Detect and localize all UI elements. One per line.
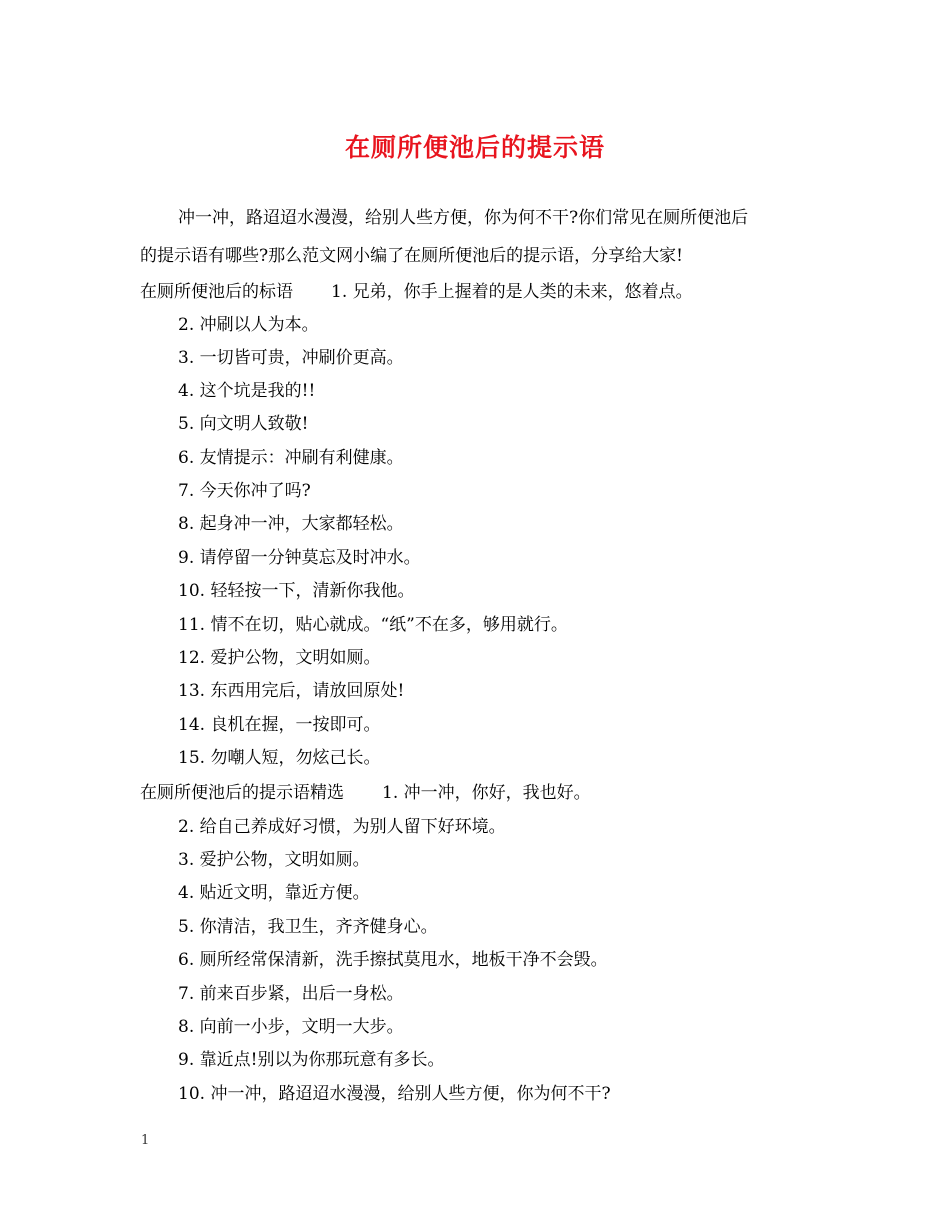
intro-line-2: 的提示语有哪些?那么范文网小编了在厕所便池后的提示语，分享给大家! (140, 246, 683, 266)
list-item: 13. 东西用完后，请放回原处! (178, 681, 405, 701)
list-item: 4. 这个坑是我的!! (178, 381, 316, 401)
list-item: 9. 请停留一分钟莫忘及时冲水。 (178, 548, 421, 568)
intro-line-1: 冲一冲，路迢迢水漫漫，给别人些方便，你为何不干?你们常见在厕所便池后 (178, 208, 749, 228)
list-item: 6. 友情提示：冲刷有利健康。 (178, 448, 404, 468)
list-item: 12. 爱护公物，文明如厕。 (178, 648, 381, 668)
list-item: 3. 一切皆可贵，冲刷价更高。 (178, 348, 404, 368)
list-item: 6. 厕所经常保清新，洗手擦拭莫甩水，地板干净不会毁。 (178, 950, 608, 970)
page-number: 1 (141, 1133, 150, 1148)
list-item: 2. 冲刷以人为本。 (178, 315, 319, 335)
list-item: 5. 向文明人致敬! (178, 414, 309, 434)
list-item: 9. 靠近点!别以为你那玩意有多长。 (178, 1050, 445, 1070)
list-item: 1. 兄弟，你手上握着的是人类的未来，悠着点。 (331, 282, 693, 302)
list-item: 5. 你清洁，我卫生，齐齐健身心。 (178, 917, 438, 937)
list-item: 14. 良机在握，一按即可。 (178, 715, 381, 735)
list-item: 10. 轻轻按一下，清新你我他。 (178, 581, 415, 601)
section-1-heading-row (140, 280, 693, 304)
list-item: 8. 向前一小步，文明一大步。 (178, 1017, 404, 1037)
list-item: 4. 贴近文明，靠近方便。 (178, 883, 370, 903)
section-2-heading: 在厕所便池后的提示语精选 (140, 783, 344, 803)
list-item: 8. 起身冲一冲，大家都轻松。 (178, 514, 404, 534)
list-item: 7. 今天你冲了吗? (178, 481, 311, 501)
list-item: 1. 冲一冲，你好，我也好。 (382, 783, 591, 803)
list-item: 7. 前来百步紧，出后一身松。 (178, 984, 404, 1004)
section-1-heading: 在厕所便池后的标语 (140, 282, 293, 302)
list-item: 2. 给自己养成好习惯，为别人留下好环境。 (178, 817, 506, 837)
list-item: 10. 冲一冲，路迢迢水漫漫，给别人些方便，你为何不干? (178, 1084, 611, 1104)
section-2-heading-row (140, 781, 591, 805)
list-item: 15. 勿嘲人短，勿炫己长。 (178, 748, 381, 768)
list-item: 3. 爱护公物，文明如厕。 (178, 850, 370, 870)
page-title: 在厕所便池后的提示语 (344, 133, 605, 162)
list-item: 11. 情不在切，贴心就成。“纸”不在多，够用就行。 (178, 615, 568, 635)
